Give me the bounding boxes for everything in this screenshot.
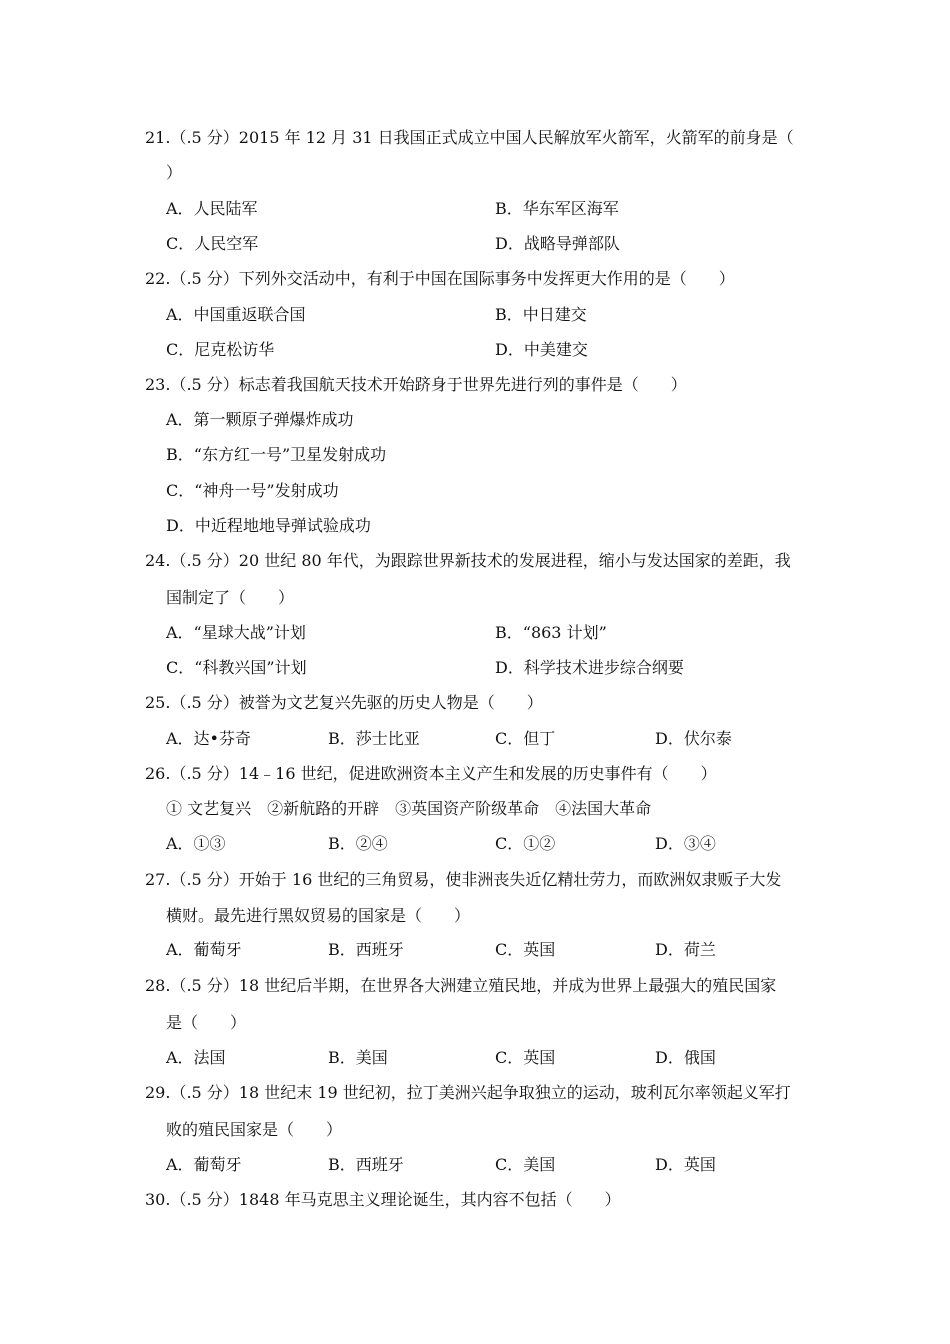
option-c[interactable]: C．尼克松访华 xyxy=(166,340,275,359)
question-24: 24.（.5 分）20 世纪 80 年代，为跟踪世界新技术的发展进程，缩小与发达国家的差距，我 xyxy=(145,551,791,570)
option-a[interactable]: A．法国 xyxy=(166,1048,226,1067)
question-29: 29.（.5 分）18 世纪末 19 世纪初，拉丁美洲兴起争取独立的运动，玻利瓦尔率领起义军打 xyxy=(145,1083,791,1102)
option-c[interactable]: C．“科教兴国”计划 xyxy=(166,658,307,677)
question-22: 22.（.5 分）下列外交活动中，有利于中国在国际事务中发挥更大作用的是（ ） xyxy=(145,269,735,288)
option-d[interactable]: D．荷兰 xyxy=(655,940,716,959)
option-a[interactable]: A．中国重返联合国 xyxy=(166,305,306,324)
option-c[interactable]: C．英国 xyxy=(495,940,556,959)
option-d[interactable]: D．英国 xyxy=(655,1155,716,1174)
question-24-continuation: 国制定了（ ） xyxy=(166,588,295,607)
option-b[interactable]: B．华东军区海军 xyxy=(495,199,619,218)
option-b[interactable]: B．美国 xyxy=(328,1048,388,1067)
option-a[interactable]: A．葡萄牙 xyxy=(166,940,242,959)
question-26: 26.（.5 分）14﹣16 世纪，促进欧洲资本主义产生和发展的历史事件有（ ） xyxy=(145,764,717,783)
question-28-continuation: 是（ ） xyxy=(166,1013,247,1032)
question-26-statements: ① 文艺复兴 ②新航路的开辟 ③英国资产阶级革命 ④法国大革命 xyxy=(166,799,652,818)
question-29-continuation: 败的殖民国家是（ ） xyxy=(166,1120,343,1139)
option-b[interactable]: B．西班牙 xyxy=(328,940,404,959)
question-text: （.5 分）标志着我国航天技术开始跻身于世界先进行列的事件是（ ） xyxy=(170,375,687,394)
option-a[interactable]: A．“星球大战”计划 xyxy=(166,623,306,642)
question-28: 28.（.5 分）18 世纪后半期，在世界各大洲建立殖民地，并成为世界上最强大的殖民国家 xyxy=(145,976,777,995)
option-b[interactable]: B．“东方红一号”卫星发射成功 xyxy=(166,445,387,464)
option-c[interactable]: C．英国 xyxy=(495,1048,556,1067)
question-text: （.5 分）开始于 16 世纪的三角贸易，使非洲丧失近亿精壮劳力，而欧洲奴隶贩子大发 xyxy=(170,870,782,889)
option-d[interactable]: D．③④ xyxy=(655,834,716,853)
question-text: （.5 分）20 世纪 80 年代，为跟踪世界新技术的发展进程，缩小与发达国家的差距，我 xyxy=(170,551,791,570)
option-b[interactable]: B．莎士比亚 xyxy=(328,729,420,748)
option-d[interactable]: D．中近程地地导弹试验成功 xyxy=(166,516,371,535)
option-b[interactable]: B．中日建交 xyxy=(495,305,587,324)
option-a[interactable]: A．葡萄牙 xyxy=(166,1155,242,1174)
question-30: 30.（.5 分）1848 年马克思主义理论诞生，其内容不包括（ ） xyxy=(145,1190,621,1209)
question-text: （.5 分）2015 年 12 月 31 日我国正式成立中国人民解放军火箭军，火箭军的前身是（ xyxy=(170,128,794,147)
option-c[interactable]: C．但丁 xyxy=(495,729,556,748)
option-b[interactable]: B．②④ xyxy=(328,834,388,853)
question-21: 21.（.5 分）2015 年 12 月 31 日我国正式成立中国人民解放军火箭军，火箭军的前身是（ xyxy=(145,128,794,147)
option-a[interactable]: A．达•芬奇 xyxy=(166,729,251,748)
option-d[interactable]: D．伏尔泰 xyxy=(655,729,732,748)
question-27-continuation: 横财。最先进行黑奴贸易的国家是（ ） xyxy=(166,906,471,925)
option-b[interactable]: B．“863 计划” xyxy=(495,623,607,642)
question-text: （.5 分）被誉为文艺复兴先驱的历史人物是（ ） xyxy=(170,693,543,712)
option-b[interactable]: B．西班牙 xyxy=(328,1155,404,1174)
option-c[interactable]: C．美国 xyxy=(495,1155,556,1174)
option-a[interactable]: A．第一颗原子弹爆炸成功 xyxy=(166,410,354,429)
option-a[interactable]: A．①③ xyxy=(166,834,226,853)
question-21-continuation: ） xyxy=(166,163,183,182)
option-d[interactable]: D．中美建交 xyxy=(495,340,588,359)
option-c[interactable]: C．“神舟一号”发射成功 xyxy=(166,481,339,500)
question-text: （.5 分）下列外交活动中，有利于中国在国际事务中发挥更大作用的是（ ） xyxy=(170,269,735,288)
question-text: （.5 分）14﹣16 世纪，促进欧洲资本主义产生和发展的历史事件有（ ） xyxy=(170,764,717,783)
option-c[interactable]: C．①② xyxy=(495,834,556,853)
option-c[interactable]: C．人民空军 xyxy=(166,234,259,253)
option-d[interactable]: D．俄国 xyxy=(655,1048,716,1067)
option-a[interactable]: A．人民陆军 xyxy=(166,199,258,218)
option-d[interactable]: D．战略导弹部队 xyxy=(495,234,620,253)
question-25: 25.（.5 分）被誉为文艺复兴先驱的历史人物是（ ） xyxy=(145,693,543,712)
option-d[interactable]: D．科学技术进步综合纲要 xyxy=(495,658,684,677)
question-text: （.5 分）1848 年马克思主义理论诞生，其内容不包括（ ） xyxy=(170,1190,621,1209)
question-23: 23.（.5 分）标志着我国航天技术开始跻身于世界先进行列的事件是（ ） xyxy=(145,375,687,394)
question-27: 27.（.5 分）开始于 16 世纪的三角贸易，使非洲丧失近亿精壮劳力，而欧洲奴隶贩子大发 xyxy=(145,870,782,889)
question-text: （.5 分）18 世纪末 19 世纪初，拉丁美洲兴起争取独立的运动，玻利瓦尔率领起义军打 xyxy=(170,1083,791,1102)
question-text: （.5 分）18 世纪后半期，在世界各大洲建立殖民地，并成为世界上最强大的殖民国家 xyxy=(170,976,777,995)
